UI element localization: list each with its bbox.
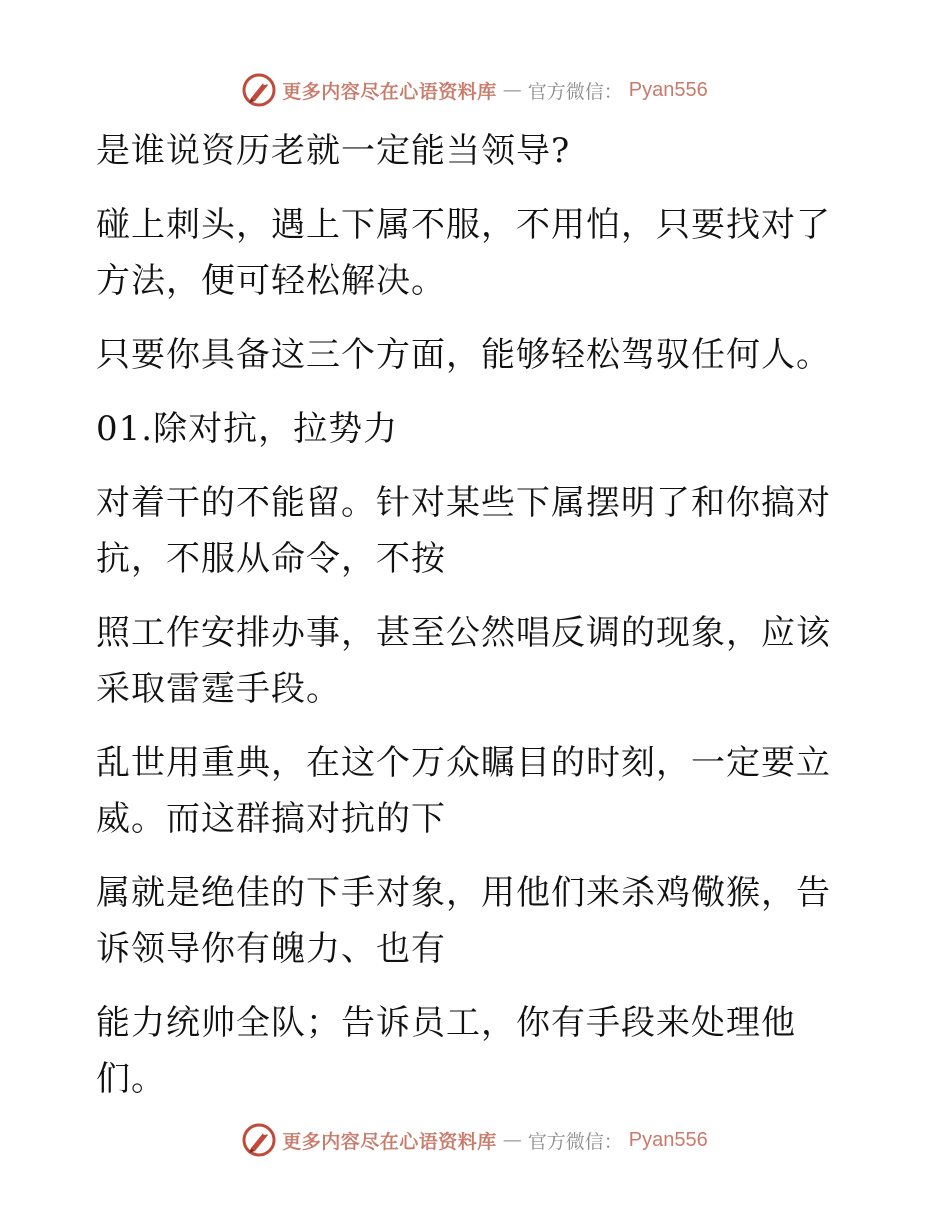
text-line: 威。而这群搞对抗的下 [96, 799, 446, 839]
banner-label: 官方微信： [527, 1130, 623, 1153]
text-line: 碰上刺头，遇上下属不服，不用怕，只要找对了 [96, 205, 831, 245]
banner-wechat-id: Pyan556 [628, 78, 708, 101]
paragraph [96, 865, 836, 977]
banner-main-text: 更多内容尽在心语资料库 [282, 1130, 497, 1153]
text-line: 是谁说资历老就一定能当领导? [96, 131, 571, 171]
document-body [96, 123, 836, 1107]
banner-label: 官方微信： [527, 80, 623, 103]
text-line: 方法，便可轻松解决。 [96, 261, 446, 301]
text-line: 对着干的不能留。针对某些下属摆明了和你搞对 [96, 483, 831, 523]
text-line: 01.除对抗，拉势力 [96, 409, 399, 449]
paragraph [96, 123, 836, 179]
banner-dash: — [502, 79, 522, 101]
text-line: 诉领导你有魄力、也有 [96, 929, 446, 969]
text-line: 采取雷霆手段。 [96, 669, 341, 709]
banner-wechat-id: Pyan556 [628, 1128, 708, 1151]
paragraph [96, 197, 836, 309]
banner-dash: — [502, 1129, 522, 1151]
pen-logo-icon [242, 1123, 276, 1157]
text-line: 抗，不服从命令，不按 [96, 539, 446, 579]
text-line: 能力统帅全队；告诉员工，你有手段来处理他 [96, 1003, 796, 1043]
paragraph [96, 327, 836, 383]
text-line: 们。 [96, 1059, 166, 1099]
paragraph [96, 605, 836, 717]
section-heading [96, 401, 836, 457]
paragraph [96, 735, 836, 847]
text-line: 乱世用重典，在这个万众瞩目的时刻，一定要立 [96, 743, 831, 783]
banner-main-text: 更多内容尽在心语资料库 [282, 80, 497, 103]
footer-banner [0, 1120, 950, 1160]
text-line: 只要你具备这三个方面，能够轻松驾驭任何人。 [96, 335, 831, 375]
text-line: 照工作安排办事，甚至公然唱反调的现象，应该 [96, 613, 831, 653]
text-line: 属就是绝佳的下手对象，用他们来杀鸡儆猴，告 [96, 873, 831, 913]
header-banner [0, 70, 950, 110]
paragraph [96, 995, 836, 1107]
paragraph [96, 475, 836, 587]
pen-logo-icon [242, 73, 276, 107]
